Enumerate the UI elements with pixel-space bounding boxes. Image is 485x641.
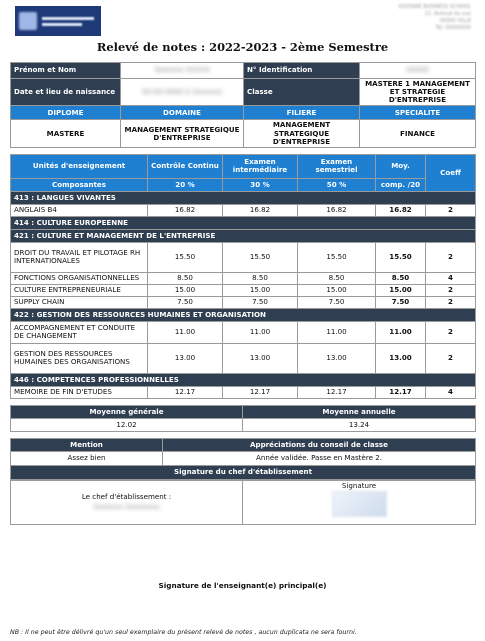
section-title: 414 : CULTURE EUROPEENNE — [11, 216, 476, 229]
grade-controle: 8.50 — [148, 272, 223, 284]
grades-table — [10, 154, 476, 399]
grade-intermediaire: 15.50 — [223, 242, 298, 272]
signature-cell — [243, 480, 476, 524]
program-domaine: MANAGEMENT STRATEGIQUE D'ENTREPRISE — [121, 120, 244, 147]
table-row — [11, 296, 476, 308]
table-row — [11, 284, 476, 296]
council-value: Année validée. Passe en Mastère 2. — [163, 451, 476, 465]
course-name: ANGLAIS B4 — [11, 204, 148, 216]
grade-semestriel: 7.50 — [298, 296, 376, 308]
course-name: SUPPLY CHAIN — [11, 296, 148, 308]
section-title: 446 : COMPETENCES PROFESSIONNELLES — [11, 373, 476, 386]
grades-body — [11, 191, 476, 398]
program-filiere: MANAGEMENT STRATEGIQUE D'ENTREPRISE — [244, 120, 360, 147]
mention-label: Mention — [11, 438, 163, 451]
name-label: Prénom et Nom — [11, 63, 121, 79]
header-coeff: Coeff — [426, 154, 476, 191]
header-intermediaire: Examen intermédiaire — [223, 154, 298, 178]
school-line: VOLTAIRE BUSINESS SCHOOL — [398, 4, 471, 10]
course-name: DROIT DU TRAVAIL ET PILOTAGE RH INTERNATIONALES — [11, 242, 148, 272]
section-title: 422 : GESTION DES RESSOURCES HUMAINES ET ORGANISATION — [11, 308, 476, 321]
grade-controle: 12.17 — [148, 386, 223, 398]
section-header — [11, 216, 476, 229]
identity-table — [10, 62, 476, 148]
table-row — [11, 242, 476, 272]
program-header-filiere: FILIERE — [244, 106, 360, 120]
id-value: 00000 — [360, 63, 476, 79]
grade-controle: 16.82 — [148, 204, 223, 216]
grade-moyenne: 16.82 — [376, 204, 426, 216]
grade-coeff: 2 — [426, 343, 476, 373]
annual-average-label: Moyenne annuelle — [243, 405, 476, 418]
grade-coeff: 2 — [426, 284, 476, 296]
annual-average-value: 13.24 — [243, 418, 476, 431]
grade-moyenne: 12.17 — [376, 386, 426, 398]
section-header — [11, 229, 476, 242]
table-row — [11, 272, 476, 284]
transcript — [10, 62, 475, 525]
grade-controle: 7.50 — [148, 296, 223, 308]
grade-semestriel: 15.00 — [298, 284, 376, 296]
grade-intermediaire: 16.82 — [223, 204, 298, 216]
grade-coeff: 2 — [426, 242, 476, 272]
grade-moyenne: 13.00 — [376, 343, 426, 373]
grade-moyenne: 15.00 — [376, 284, 426, 296]
grade-intermediaire: 11.00 — [223, 321, 298, 343]
footnote: NB : Il ne peut être délivré qu'un seul exemplaire du présent relevé de notes , aucun duplicata ne sera fourni. — [10, 629, 357, 636]
averages-table — [10, 405, 476, 432]
grade-moyenne: 7.50 — [376, 296, 426, 308]
signature-image — [332, 491, 387, 517]
general-average-value: 12.02 — [11, 418, 243, 431]
header-controle: Contrôle Continu — [148, 154, 223, 178]
class-value: MASTERE 1 MANAGEMENT ET STRATEGIE D'ENTREPRISE — [360, 79, 476, 106]
mention-table — [10, 438, 476, 480]
class-label: Classe — [244, 79, 360, 106]
grade-coeff: 2 — [426, 204, 476, 216]
header-p3: 50 % — [298, 178, 376, 191]
section-title: 413 : LANGUES VIVANTES — [11, 191, 476, 204]
program-header-domaine: DOMAINE — [121, 106, 244, 120]
grade-intermediaire: 8.50 — [223, 272, 298, 284]
course-name: MEMOIRE DE FIN D'ETUDES — [11, 386, 148, 398]
table-row — [11, 386, 476, 398]
header-comp: comp. /20 — [376, 178, 426, 191]
birth-label: Date et lieu de naissance — [11, 79, 121, 106]
grade-intermediaire: 12.17 — [223, 386, 298, 398]
table-row — [11, 343, 476, 373]
grade-intermediaire: 7.50 — [223, 296, 298, 308]
grade-semestriel: 12.17 — [298, 386, 376, 398]
grade-controle: 15.00 — [148, 284, 223, 296]
page-title: Relevé de notes : 2022-2023 - 2ème Semestre — [96, 40, 389, 54]
grade-coeff: 2 — [426, 321, 476, 343]
grade-intermediaire: 15.00 — [223, 284, 298, 296]
logo-mark-icon — [19, 12, 37, 30]
chief-table — [10, 480, 476, 525]
school-line: 00000 VILLE — [439, 18, 471, 24]
grade-moyenne: 15.50 — [376, 242, 426, 272]
table-row — [11, 204, 476, 216]
header-p2: 30 % — [223, 178, 298, 191]
teacher-signature-title: Signature de l'enseignant(e) principal(e) — [158, 581, 327, 590]
grade-moyenne: 8.50 — [376, 272, 426, 284]
program-header-specialite: SPECIALITE — [360, 106, 476, 120]
signature-label: Signature — [341, 480, 377, 490]
header-unites: Unités d'enseignement — [11, 154, 148, 178]
school-line: 12, Avenue du xxx — [424, 11, 471, 17]
course-name: CULTURE ENTREPRENEURIALE — [11, 284, 148, 296]
program-header-diplome: DIPLOME — [11, 106, 121, 120]
header-semestriel: Examen semestriel — [298, 154, 376, 178]
grade-coeff: 4 — [426, 272, 476, 284]
council-label: Appréciations du conseil de classe — [163, 438, 476, 451]
program-specialite: FINANCE — [360, 120, 476, 147]
grade-moyenne: 11.00 — [376, 321, 426, 343]
grade-semestriel: 13.00 — [298, 343, 376, 373]
chief-cell — [11, 480, 243, 524]
school-line: Tel: 00000000 — [435, 25, 471, 31]
logo-text — [42, 17, 94, 26]
school-logo — [15, 6, 101, 36]
grade-semestriel: 11.00 — [298, 321, 376, 343]
birth-value: 00-00-0000 à Xxxxxxx — [121, 79, 244, 106]
section-header — [11, 191, 476, 204]
header-p1: 20 % — [148, 178, 223, 191]
grade-semestriel: 8.50 — [298, 272, 376, 284]
name-value: Yasmine XXXXX — [121, 63, 244, 79]
grade-controle: 15.50 — [148, 242, 223, 272]
school-address — [353, 4, 471, 32]
id-label: N° Identification — [244, 63, 360, 79]
section-header — [11, 308, 476, 321]
grade-semestriel: 15.50 — [298, 242, 376, 272]
mention-value: Assez bien — [11, 451, 163, 465]
grade-semestriel: 16.82 — [298, 204, 376, 216]
chief-signature-label: Signature du chef d'établissement — [11, 465, 476, 479]
course-name: GESTION DES RESSOURCES HUMAINES DES ORGANISATIONS — [11, 343, 148, 373]
table-row — [11, 321, 476, 343]
section-header — [11, 373, 476, 386]
program-diplome: MASTERE — [11, 120, 121, 147]
grade-coeff: 4 — [426, 386, 476, 398]
course-name: ACCOMPAGNEMENT ET CONDUITE DE CHANGEMENT — [11, 321, 148, 343]
header-composantes: Composantes — [11, 178, 148, 191]
chief-label: Le chef d'établissement : — [81, 492, 172, 502]
grade-coeff: 2 — [426, 296, 476, 308]
header-moy: Moy. — [376, 154, 426, 178]
section-title: 421 : CULTURE ET MANAGEMENT DE L'ENTREPRISE — [11, 229, 476, 242]
grade-controle: 13.00 — [148, 343, 223, 373]
general-average-label: Moyenne générale — [11, 405, 243, 418]
chief-name: Xxxxxxx Xxxxxxxx — [93, 502, 160, 512]
grade-intermediaire: 13.00 — [223, 343, 298, 373]
grade-controle: 11.00 — [148, 321, 223, 343]
course-name: FONCTIONS ORGANISATIONNELLES — [11, 272, 148, 284]
